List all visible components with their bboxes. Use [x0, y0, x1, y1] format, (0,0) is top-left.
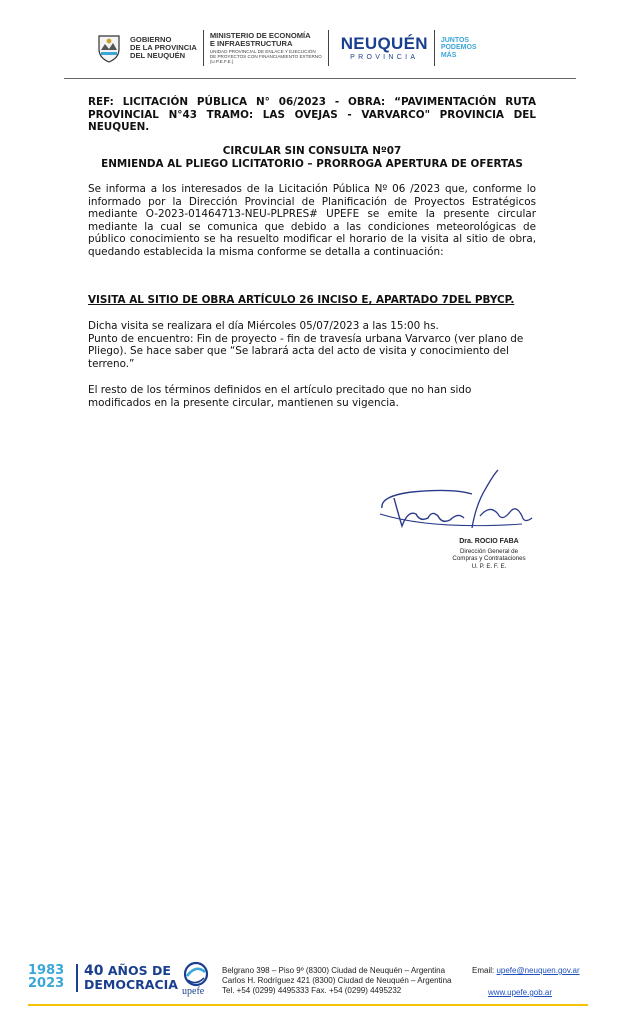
unidad-line: UNIDAD PROVINCIAL DE ENLACE Y EJECUCIÓN [209, 49, 316, 54]
closing-block [88, 384, 536, 409]
header-divider [434, 30, 435, 66]
year-start: 1983 [28, 963, 65, 978]
visit-details [88, 320, 536, 370]
unidad-line: DE PROYECTOS CON FINANCIAMIENTO EXTERNO [209, 54, 322, 59]
neuquen-wordmark: NEUQUÉN [340, 34, 428, 53]
phone-line: Tel. +54 (0299) 4495333 Fax. +54 (0299) 4495232 [222, 986, 402, 995]
reference-line: REF: LICITACIÓN PÚBLICA N° 06/2023 - OBRA: “PAVIMENTACIÓN RUTA PROVINCIAL N°43 TRAMO: LAS OVEJAS - VARVARCO" PROVINCIA DEL NEUQUEN. [88, 96, 536, 134]
unidad-line: (U.P.E.F.E.) [209, 59, 234, 64]
anniversary-text: AÑOS DE [103, 963, 171, 978]
gobierno-line: DEL NEUQUÉN [130, 51, 186, 60]
address-line: Carlos H. Rodríguez 421 (8300) Ciudad de Neuquén – Argentina [222, 976, 452, 985]
slogan [441, 37, 477, 60]
anniversary-number: 40 [84, 963, 104, 979]
gobierno-name [130, 36, 197, 60]
meeting-point-line: Punto de encuentro: Fin de proyecto - fin de travesía urbana Varvarco (ver plano de Pliego). Se hace saber que “Se labrará acta del acto de visita y conocimiento del terreno.” [88, 332, 524, 370]
header-rule [64, 78, 576, 79]
anniversary-slogan [84, 964, 178, 992]
document-titles [88, 145, 536, 170]
provincia-wordmark: PROVINCIA [350, 54, 419, 61]
democracia-text: DEMOCRACIA [84, 977, 178, 992]
enmienda-title: ENMIENDA AL PLIEGO LICITATORIO – PRORROGA APERTURA DE OFERTAS [101, 157, 523, 170]
circular-title: CIRCULAR SIN CONSULTA Nº07 [222, 145, 402, 157]
gobierno-logo [96, 33, 197, 63]
intro-paragraph-block [88, 183, 536, 259]
website-link[interactable]: www.upefe.gob.ar [488, 988, 553, 997]
header-divider [203, 30, 204, 66]
section-heading: VISITA AL SITIO DE OBRA ARTÍCULO 26 INCISO E, APARTADO 7DEL PBYCP. [88, 294, 515, 306]
upefe-label: upefe [182, 986, 205, 997]
gobierno-line: DE LA PROVINCIA [130, 43, 197, 52]
provincial-shield-icon [96, 33, 122, 63]
letterhead [96, 24, 536, 72]
visit-date-line: Dicha visita se realizara el día Miércoles 05/07/2023 a las 15:00 hs. [88, 320, 439, 332]
signer-role [434, 548, 544, 570]
email-label: Email: [472, 966, 497, 975]
slogan-line: PODEMOS [440, 44, 477, 52]
neuquen-logo [341, 35, 428, 61]
ministerio-line: MINISTERIO DE ECONOMÍA [209, 31, 311, 40]
slogan-line: MÁS [440, 51, 457, 59]
address-line: Belgrano 398 – Piso 9º (8300) Ciudad de Neuquén – Argentina [222, 966, 446, 975]
year-end: 2023 [28, 976, 65, 991]
slogan-line: JUNTOS [440, 36, 470, 44]
closing-paragraph: El resto de los términos definidos en el artículo precitado que no han sido modificados en la presente circular, mantienen su vigencia. [88, 384, 472, 409]
gobierno-line: GOBIERNO [130, 35, 172, 44]
header-divider [328, 30, 329, 66]
handwritten-signature-icon [372, 468, 542, 538]
signer-role-line: Dirección General de [459, 548, 519, 555]
signer-role-line: Compras y Contrataciones [452, 555, 526, 563]
intro-paragraph: Se informa a los interesados de la Licitación Pública Nº 06 /2023 que, conforme lo informado por la Dirección Provincial de Planificación de Proyectos Estratégicos mediante O-2023-01464713-NEU-PLPRES# UPEFE se emite la presente circular mediante la cual se comunica que debido a las condiciones meteorológicas de público conocimiento se ha resuelto modificar el horario de la visita al sitio de obra, quedando establecida la misma conforme se detalla a continuación: [88, 183, 536, 258]
address-block [222, 966, 451, 996]
signer-role-line: U. P. E. F. E. [471, 562, 507, 570]
footer-yellow-rule [28, 1004, 588, 1006]
anniversary-years [28, 964, 64, 990]
ministerio-block [210, 32, 322, 64]
email-line [472, 966, 580, 976]
footer-divider [76, 964, 78, 992]
email-link[interactable]: upefe@neuquen.gov.ar [496, 966, 580, 975]
page-footer [28, 958, 588, 1004]
signer-name: Dra. ROCIO FABA [459, 538, 519, 545]
signature-block [372, 468, 542, 578]
ministerio-line: E INFRAESTRUCTURA [209, 39, 293, 48]
